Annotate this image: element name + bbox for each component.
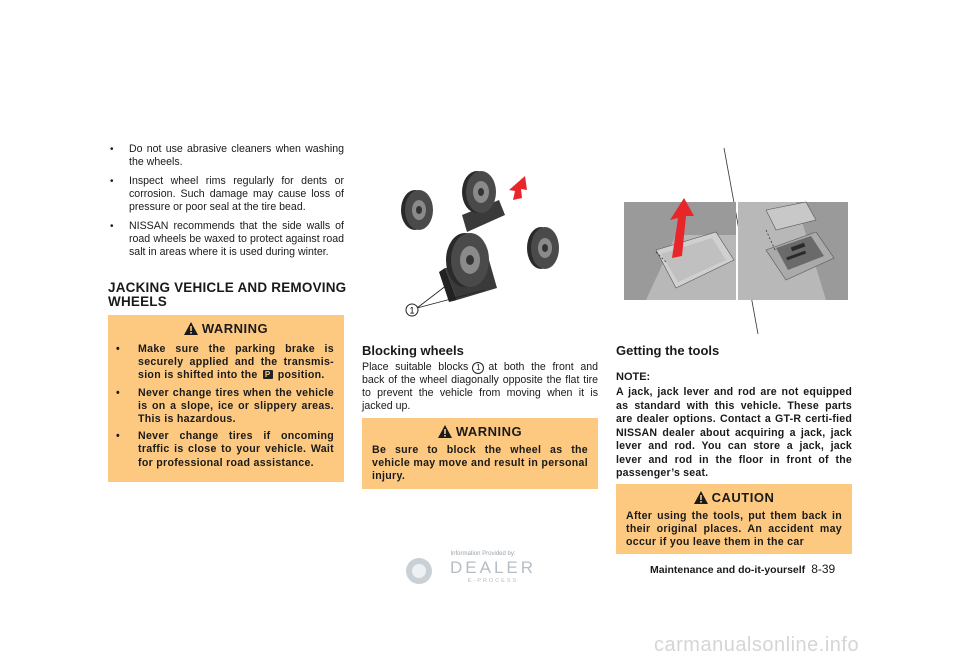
warning-title: WARNING: [201, 321, 269, 336]
list-item: • Inspect wheel rims regularly for dents or corrosion. Such damage may cause loss of pressure or poor seal at the tire bead.: [108, 175, 344, 214]
arrow-icon: [509, 176, 527, 200]
tire-icon: [401, 190, 433, 230]
tire-icon: [439, 233, 497, 302]
dealer-sub: E-PROCESS: [467, 578, 519, 584]
callout-number: 1: [472, 362, 484, 374]
warning-list: [108, 343, 344, 470]
warning-header: [108, 315, 344, 343]
tool-storage-illustration: [616, 140, 852, 336]
page-footer: [650, 562, 835, 576]
wheel-blocks-illustration: [387, 160, 602, 330]
warning-box: [108, 315, 344, 482]
warning-triangle-icon: [694, 491, 708, 504]
para-text: at both the front and back of the wheel diagonally opposite the flat tire to prevent the vehicle from moving when it is jacked up.: [362, 361, 598, 412]
blocking-wheels-text: [362, 361, 598, 413]
caution-text: After using the tools, put them back in their original places. An accident may occur if you leave them in the car: [626, 510, 842, 549]
watermark: carmanualsonline.info: [654, 634, 860, 656]
dealer-name: DEALER: [449, 558, 537, 577]
blocking-wheels-heading: Blocking wheels: [362, 343, 464, 358]
page-number: 8-39: [811, 562, 836, 576]
footer-section: Maintenance and do-it-yourself: [650, 564, 806, 576]
warning-title: WARNING: [455, 424, 523, 439]
list-item: [108, 343, 344, 383]
dealer-caption: Information Provided by:: [450, 551, 516, 557]
dealer-logo: [405, 547, 550, 587]
tire-icon: [462, 171, 505, 232]
list-item: • Do not use abrasive cleaners when washing the wheels.: [108, 143, 344, 169]
note-label: NOTE:: [616, 371, 651, 383]
section-heading: JACKING VEHICLE AND REMOVING WHEELS: [108, 280, 347, 309]
caution-header: [616, 484, 852, 510]
caution-title: CAUTION: [711, 490, 775, 505]
getting-tools-heading: Getting the tools: [616, 343, 720, 358]
para-text: Place suitable blocks: [362, 361, 469, 373]
list-item: • Never change tires if oncoming traffic is close to your vehicle. Wait for professional road assistance.: [108, 430, 344, 470]
list-item: • NISSAN recommends that the side walls of road wheels be waxed to protect against road salt in areas where it is used during winter.: [108, 220, 344, 259]
list-item: • Never change tires when the vehicle is on a slope, ice or slippery areas. This is hazardous.: [108, 387, 344, 427]
caution-box: [616, 484, 852, 554]
callout-label: 1: [409, 305, 415, 316]
warning-triangle-icon: [438, 425, 452, 438]
wheel-care-bullets: [108, 143, 344, 265]
warning-text: Make sure the parking brake is securely applied and the transmis-sion is shifted into the: [138, 343, 334, 382]
tire-icon: [527, 227, 559, 269]
warning-text: position.: [277, 369, 325, 382]
park-position-badge: P: [264, 370, 271, 380]
warning-header: [362, 418, 598, 444]
warning-triangle-icon: [184, 322, 198, 335]
note-text: A jack, jack lever and rod are not equipped as standard with this vehicle. These parts are dealer options. Contact a GT-R certi-fied NISSAN dealer about acquiring a jack, jack lever and rod. You can store a jack, jack lever and rod in the floor in front of the passenger’s seat.: [616, 386, 852, 479]
warning-box: [362, 418, 598, 489]
warning-text: Be sure to block the wheel as the vehicle may move and result in personal injury.: [372, 444, 588, 483]
